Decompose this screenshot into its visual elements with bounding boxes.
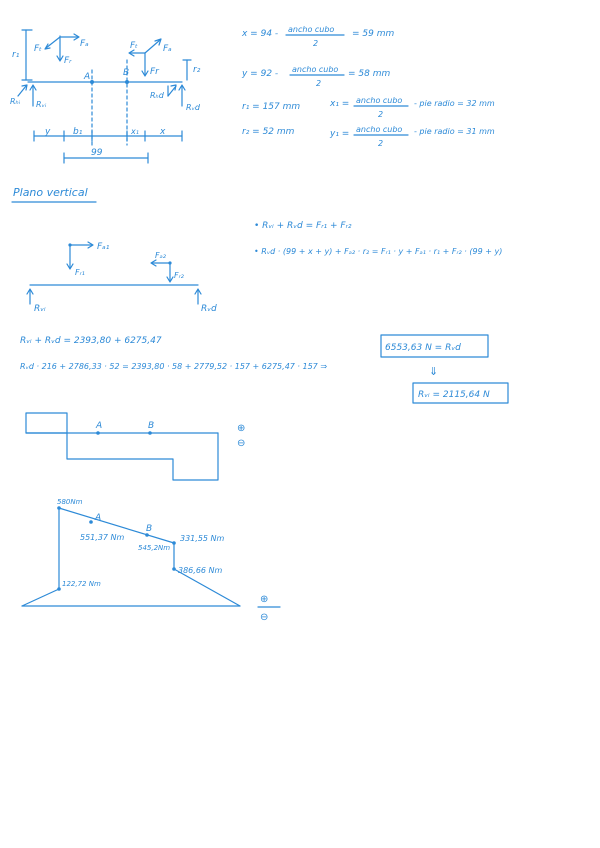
- moment-label-A: A: [95, 513, 102, 523]
- label-Fr1: Fᵣ₁: [75, 268, 85, 277]
- eq-y-lhs: y = 92 -: [242, 69, 279, 79]
- label-Ft-right: Fₜ: [130, 41, 138, 51]
- eq-x-num: ancho cubo: [288, 25, 335, 34]
- eq-vertical-moment: • Rᵥd · (99 + x + y) + Fₐ₂ · r₂ = Fᵣ₁ · y + Fₐ₁ · r₁ + Fᵣ₂ · (99 + y): [254, 247, 503, 256]
- eq-y-result: = 58 mm: [348, 69, 391, 79]
- eq-r2: r₂ = 52 mm: [242, 127, 295, 137]
- eq-y1-num: ancho cubo: [356, 125, 403, 134]
- label-r2: r₂: [193, 65, 201, 75]
- moment-value-B: 545,2Nm: [138, 544, 171, 552]
- moment-value-left: 122,72 Nm: [62, 580, 101, 588]
- result-line1: Rᵥᵢ + Rᵥd = 2393,80 + 6275,47: [20, 336, 162, 346]
- label-Ft-left: Fₜ: [34, 44, 42, 54]
- shaft-force-diagram: [10, 30, 201, 163]
- label-Rhi: Rₕᵢ: [10, 97, 21, 106]
- eq-x1-den: 2: [378, 110, 384, 119]
- moment-label-B: B: [146, 524, 153, 534]
- label-Fr2: Fᵣ₂: [174, 271, 184, 280]
- moment-diagram: [22, 498, 280, 623]
- label-Rhd: Rₕd: [150, 91, 164, 100]
- result-Rvi: Rᵥᵢ = 2115,64 N: [418, 390, 490, 400]
- dim-99: 99: [91, 148, 103, 158]
- label-r1: r₁: [12, 50, 20, 60]
- eq-x-lhs: x = 94 -: [242, 29, 279, 39]
- label-Rvi: Rᵥᵢ: [36, 100, 47, 109]
- label-Fa-right: Fₐ: [163, 44, 172, 54]
- label-Rvd: Rᵥd: [201, 304, 217, 314]
- eq-y-den: 2: [316, 79, 322, 88]
- eq-r1: r₁ = 157 mm: [242, 102, 301, 112]
- eq-x1-lhs: x₁ =: [330, 99, 350, 109]
- vertical-plane-diagram: [27, 242, 217, 314]
- dim-x: x: [160, 127, 166, 137]
- eq-y1-den: 2: [378, 139, 384, 148]
- moment-value-right-top: 331,55 Nm: [180, 534, 225, 543]
- geometry-equations: [241, 25, 495, 148]
- moment-value-right-bottom: 386,66 Nm: [178, 566, 223, 575]
- label-B: B: [123, 68, 130, 78]
- label-Fr-right: Fr: [150, 67, 159, 77]
- moment-sign-negative: ⊖: [260, 612, 269, 623]
- dim-x1: x₁: [131, 127, 139, 136]
- label-Fr-left: Fᵣ: [64, 56, 72, 66]
- shear-sign-negative: ⊖: [237, 438, 246, 449]
- label-Fa-left: Fₐ: [80, 39, 89, 49]
- eq-y-num: ancho cubo: [292, 65, 339, 74]
- moment-value-start: 580Nm: [57, 498, 83, 506]
- label-Fa2: Fₐ₂: [155, 251, 166, 260]
- implies-arrow: ⇓: [429, 365, 439, 378]
- moment-value-A: 551,37 Nm: [80, 533, 125, 542]
- label-A: A: [84, 72, 91, 82]
- eq-x1-result: - pie radio = 32 mm: [414, 99, 495, 108]
- moment-sign-positive: ⊕: [260, 594, 269, 605]
- eq-y1-result: - pie radio = 31 mm: [414, 127, 495, 136]
- dim-y: y: [45, 127, 51, 137]
- shear-label-A: A: [96, 421, 103, 431]
- label-Rvi: Rᵥᵢ: [34, 304, 46, 314]
- result-Rvd: 6553,63 N = Rᵥd: [385, 343, 461, 353]
- dim-b1: b₁: [73, 127, 83, 137]
- vertical-plane-equations: [254, 221, 502, 256]
- label-Rvd: Rᵥd: [186, 103, 200, 112]
- eq-y1-lhs: y₁ =: [330, 129, 350, 139]
- eq-x1-num: ancho cubo: [356, 96, 403, 105]
- eq-x-den: 2: [313, 39, 319, 48]
- reaction-results: [20, 335, 508, 403]
- label-Fa1: Fₐ₁: [97, 242, 110, 252]
- shear-sign-positive: ⊕: [237, 423, 246, 434]
- result-line2: Rᵥd · 216 + 2786,33 · 52 = 2393,80 · 58 + 2779,52 · 157 + 6275,47 · 157 ⇒: [20, 362, 328, 371]
- shear-diagram: [26, 413, 245, 480]
- eq-x-result: = 59 mm: [352, 29, 395, 39]
- shear-label-B: B: [148, 421, 155, 431]
- section-title: Plano vertical: [13, 186, 88, 199]
- eq-vertical-sum: • Rᵥᵢ + Rᵥd = Fᵣ₁ + Fᵣ₂: [254, 221, 352, 231]
